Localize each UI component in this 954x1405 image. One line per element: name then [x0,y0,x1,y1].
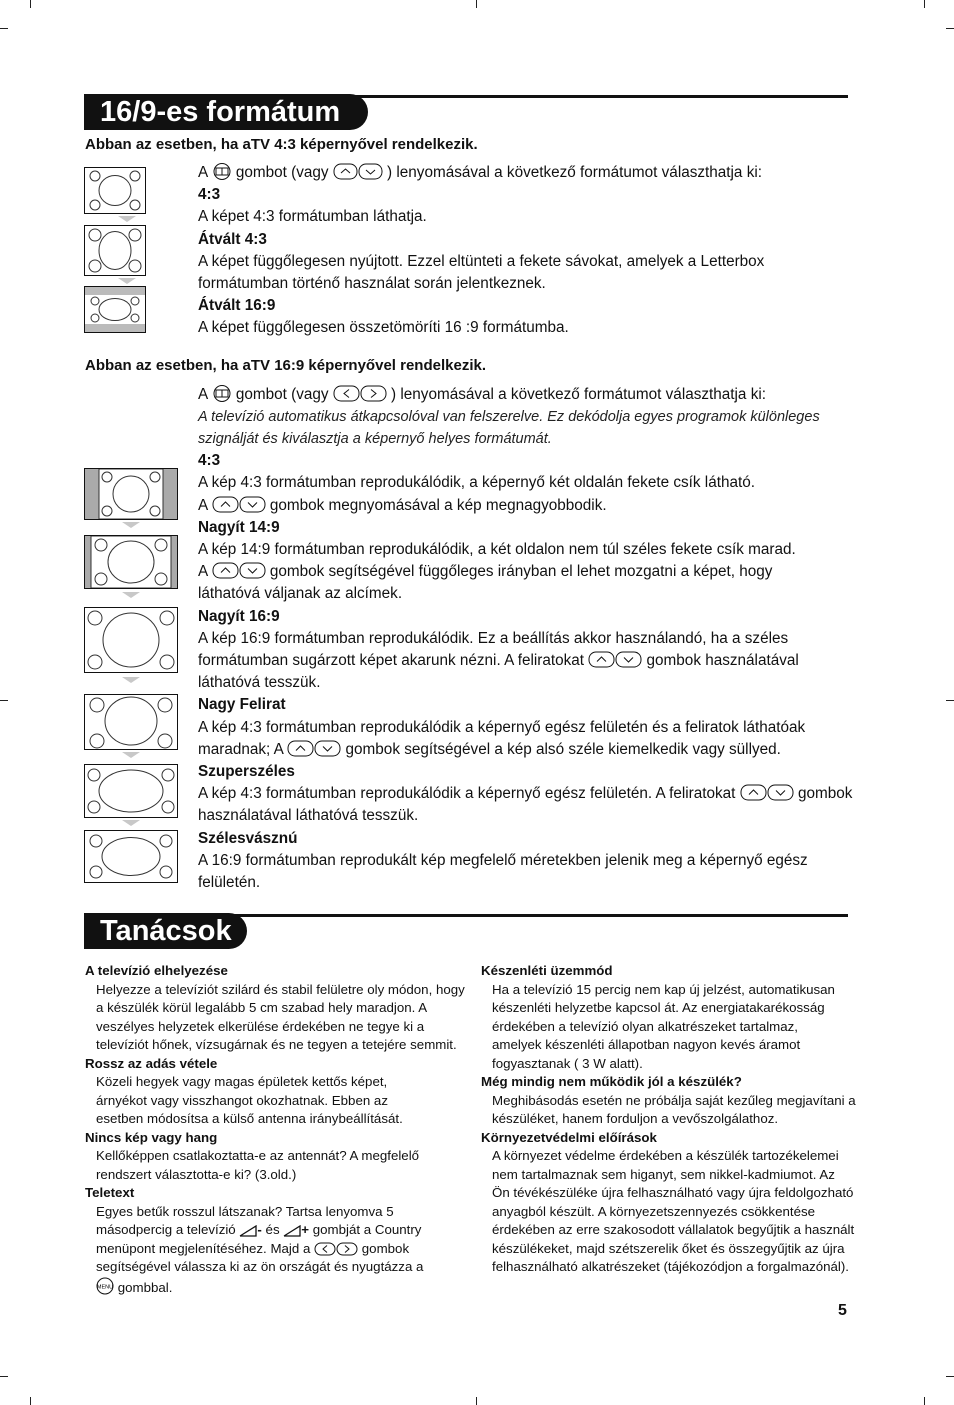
volume-plus-label: + [301,1222,310,1237]
tip-body: Kellőképpen csatlakoztatta-e az antennát? A megfelelő rendszert választotta-e ki? (3.old.) [96,1148,420,1182]
desc-text: gombok megnyomásával a kép megnagyobbodik. [269,496,607,514]
tip-body: A környezet védelme érdekében a készülék tartozékelemei nem tartalmaznak sem higanyt, sem nikkel-kadmiumot. Az Ön tévékészüléke újra felhasználható vagy újra feldolgozható anyagból készült. A környezetszennyezés csökkentése érdekében az erre szakosodott vállalatok begyűjtik a használt készülékeket, majd szétszerelik őket és összegyűjtik az újra felhasználható alkatrészeket (tájékozódjon a forgalmazónál). [492,1148,855,1274]
screen-format-icon [84,167,146,214]
crop-mark [476,1397,477,1405]
mode-desc [198,561,818,605]
desc-text: gombok használatával láthatóvá tesszük. [198,652,799,692]
desc-text: gombok segítségével függőleges irányban el lehet mozgatni a képet, hogy láthatóvá váljanak az alcímek. [198,563,773,603]
volume-button-icon [283,1225,301,1237]
screen-format-icon [84,468,178,520]
arrow-down-icon [118,216,136,222]
mode-name: Nagyít 14:9 [198,518,280,536]
tip-text: és [265,1222,280,1237]
screen-format-icon [84,607,178,673]
screen-format-icon [84,764,178,818]
up-down-buttons-icon [740,784,794,801]
crop-mark [946,700,954,701]
intro-text: gombot (vagy [235,386,329,403]
arrow-down-icon [122,522,140,528]
mode-desc: A kép 4:3 formátumban reprodukálódik, a képernyő két oldalán fekete csík látható. [198,474,755,492]
tip-body: Ha a televízió 15 percig nem kap új jelzést, automatikusan készenléti helyzetbe kapcsol át. Az energiatakarékosság érdekében a televízió olyan alkatrészeket tartalmaz, amelyek készenléti állapotban nagyon kevés áramot fogyasztanak ( 3 W alatt). [492,981,835,1071]
section-title: 16/9-es formátum [84,94,368,130]
up-down-buttons-icon [287,740,341,757]
tip-body: Helyezze a televíziót szilárd és stabil felületre oly módon, hogy a készülék körül legalább 5 cm szabad hely maradjon. A veszélyes helyzetek elkerülése érdekében ne tegye ki a televíziót hőnek, vízsugárnak és ne tegyen a tetejére semmit. [96,981,465,1052]
volume-minus-label: - [257,1222,262,1237]
crop-mark [946,1376,954,1377]
mode-desc: A kép 14:9 formátumban reprodukálódik, a két oldalon nem túl széles fekete csík marad. [198,541,796,559]
desc-text: gombok használatával láthatóvá tesszük. [198,785,853,825]
desc-text: A kép 4:3 formátumban reprodukálódik a képernyő egész felületén és a feliratok láthatóak maradnak; A [198,718,806,758]
crop-mark [924,0,925,8]
tip-heading: A televízió elhelyezése [85,963,228,978]
tip-heading: Készenléti üzemmód [481,963,613,978]
tv43-text [198,162,854,340]
volume-button-icon [239,1225,257,1237]
tip-body: Meghibásodás esetén ne próbálja saját kezűleg megjavítani a készüléket, hanem forduljon a vevőszolgálathoz. [492,1092,856,1126]
mode-desc: A képet függőlegesen nyújtott. Ezzel eltünteti a fekete sávokat, amelyek a Letterbox formátumban történő használat során jelentkeznek. [198,252,765,293]
intro-text: gombot (vagy [235,164,329,181]
tv169-intro [198,384,854,406]
mode-desc [198,628,848,695]
mode-desc: A képet függőlegesen összetömöríti 16 :9 formátumba. [198,319,569,337]
desc-text: A kép 4:3 formátumban reprodukálódik a képernyő egész felületén. A feliratokat [198,785,736,803]
left-right-buttons-icon [314,1242,358,1256]
up-down-buttons-icon [588,651,642,668]
section-title: Tanácsok [84,913,247,949]
screen-format-icon [84,535,178,589]
menu-button-icon [96,1277,114,1295]
crop-mark [0,28,8,29]
page-number: 5 [838,1302,847,1319]
tip-text: gombbal. [117,1279,173,1295]
mode-desc [198,783,854,827]
screen-format-icon [84,286,146,333]
tip-text: gombok segítségével válassza ki az ön országát és nyugtázza a [96,1240,424,1274]
tip-body: Közeli hegyek vagy magas épületek kettős képet, árnyékot vagy visszhangot okozhatnak. Ebben az esetben módosítsa a külső antenna iránybeállítását. [96,1074,403,1126]
crop-mark [0,1376,8,1377]
crop-mark [476,0,477,8]
tip-text: Egyes betűk rosszul látszanak? Tartsa lenyomva 5 másodpercig a televízió [96,1203,394,1237]
desc-text: A kép 16:9 formátumban reprodukálódik. Ez a beállítás akkor használandó, ha a széles formátumban sugárzott képet akarunk nézni. A feliratokat [198,629,789,670]
crop-mark [0,700,8,701]
screen-format-icon [84,225,146,276]
desc-text: gombok segítségével a kép alsó széle kiemelkedik vagy süllyed. [345,740,781,758]
menu-button-label: MENU [96,1284,114,1290]
tv43-intro [198,162,854,184]
crop-mark [946,28,954,29]
tip-heading: Teletext [85,1185,135,1200]
mode-desc: A képet 4:3 formátumban láthatja. [198,208,427,226]
mode-name: 4:3 [198,186,221,204]
crop-mark [30,0,31,8]
tip-body [96,1203,426,1298]
intro-text: A [198,386,208,403]
arrow-down-icon [122,752,140,758]
mode-name: Szélesvásznú [198,829,298,847]
format-button-icon [212,385,232,402]
arrow-down-icon [122,820,140,826]
left-right-buttons-icon [333,385,387,402]
tip-text: gombját a Country menüpont megjelenítéséhez. Majd a [96,1222,422,1256]
tip-heading: Környezetvédelmi előírások [481,1129,657,1145]
mode-name: Szuperszéles [198,763,295,781]
arrow-down-icon [118,278,136,284]
arrow-down-icon [122,677,140,683]
intro-text: A [198,164,208,181]
screen-format-icon [84,830,178,883]
mode-name: Átvált 16:9 [198,297,276,315]
up-down-buttons-icon [333,163,383,180]
desc-text: A [198,563,208,581]
intro-text: ) lenyomásával a következő formátumot választhatja ki: [391,386,766,403]
mode-name: Átvált 4:3 [198,230,267,248]
tv169-text [198,384,854,894]
up-down-buttons-icon [212,496,266,513]
screen-format-icon [84,694,178,750]
tips-right-column [481,962,856,1277]
mode-name: 4:3 [198,452,221,470]
crop-mark [30,1397,31,1405]
tip-heading: Rossz az adás vétele [85,1055,218,1071]
format-button-icon [212,163,232,180]
tip-heading: Még mindig nem működik jól a készülék? [481,1074,742,1089]
subheading-tv43: Abban az esetben, ha aTV 4:3 képernyővel rendelkezik. [85,136,478,153]
mode-desc: A 16:9 formátumban reprodukált kép megfelelő méretekben jelenik meg a képernyő egész felületén. [198,851,808,892]
mode-desc [198,495,854,517]
auto-switch-note: A televízió automatikus átkapcsolóval van felszerelve. Ez dekódolja egyes programok különleges szignálját és kiválasztja a képernyő helyes formátumát. [198,409,820,448]
mode-name: Nagyít 16:9 [198,607,280,625]
desc-text: A [198,496,208,514]
tip-heading: Nincs kép vagy hang [85,1129,218,1145]
arrow-down-icon [122,592,140,598]
subheading-tv169: Abban az esetben, ha aTV 16:9 képernyővel rendelkezik. [85,357,486,374]
crop-mark [924,1397,925,1405]
up-down-buttons-icon [212,562,266,579]
intro-text: ) lenyomásával a következő formátumot választhatja ki: [387,164,762,181]
tips-left-column [85,962,465,1297]
mode-name: Nagy Felirat [198,696,286,714]
mode-desc [198,717,854,761]
